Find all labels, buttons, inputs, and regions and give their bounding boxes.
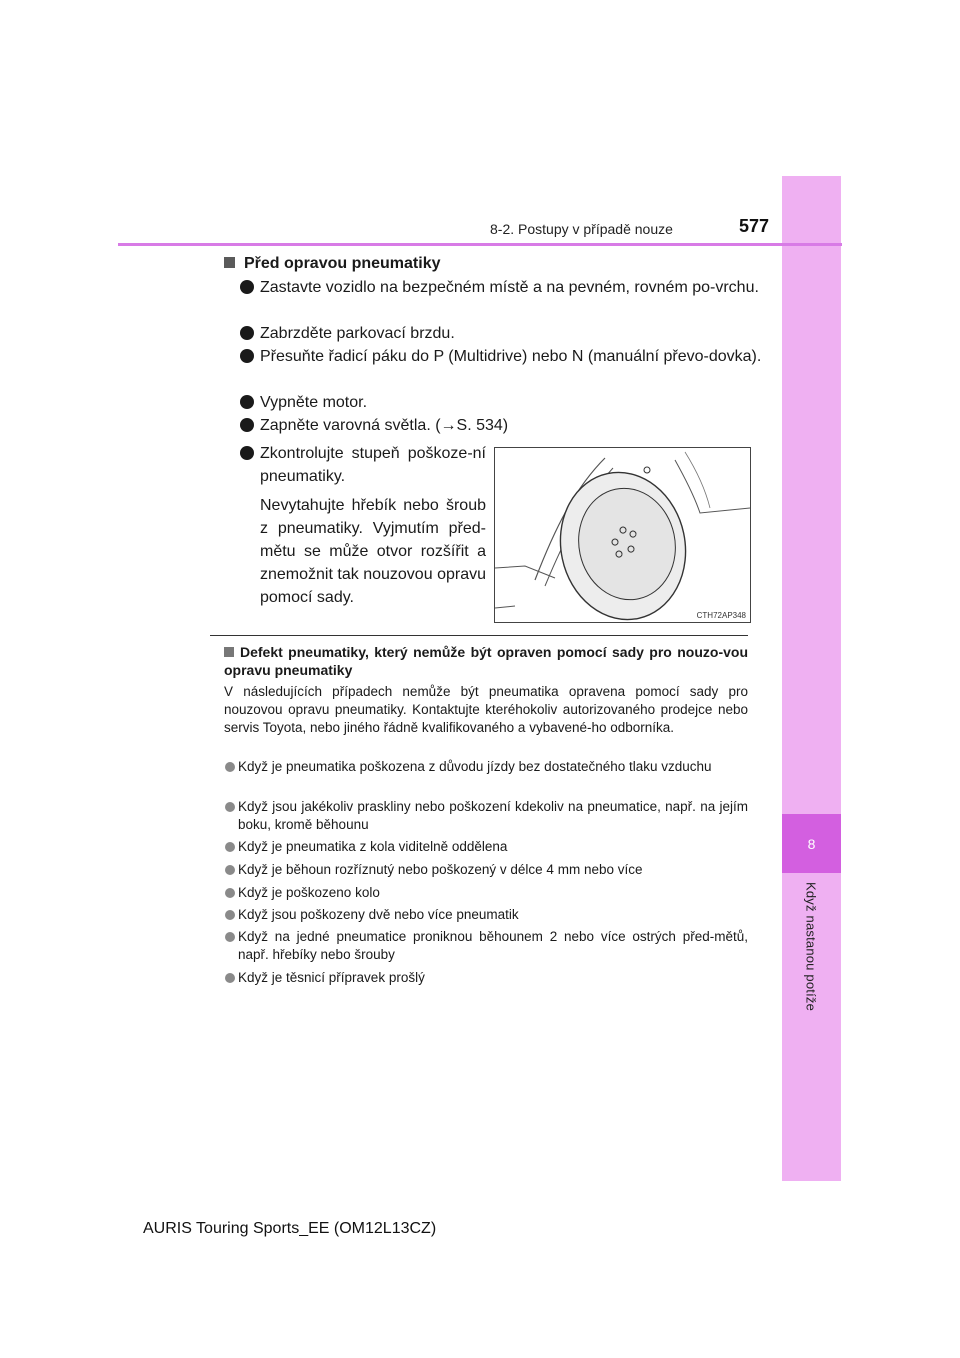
tire-illustration xyxy=(494,447,751,623)
list-item: Zabrzděte parkovací brzdu. xyxy=(240,322,768,345)
bullet-dot-icon xyxy=(225,802,235,812)
chapter-title-vertical: Když nastanou potíže xyxy=(803,882,819,1012)
list-item: Když na jedné pneumatice proniknou běhounem 2 nebo více ostrých před-mětů, např. hřebíky nebo šrouby xyxy=(224,928,748,964)
bullet-dot-icon xyxy=(240,395,254,409)
list-item: Když je běhoun rozříznutý nebo poškozený v délce 4 mm nebo více xyxy=(224,861,748,879)
list-item: Zkontrolujte stupeň poškoze-ní pneumatiky. xyxy=(240,442,486,488)
bullet-dot-icon xyxy=(225,865,235,875)
header-rule xyxy=(118,243,842,246)
list-item: Když je poškozeno kolo xyxy=(224,884,748,902)
chapter-number-badge: 8 xyxy=(782,814,841,873)
section-divider xyxy=(210,635,748,636)
bullet-dot-icon xyxy=(240,446,254,460)
bullet-dot-icon xyxy=(225,762,235,772)
bullet-dot-icon xyxy=(240,326,254,340)
bullet-dot-icon xyxy=(240,349,254,363)
list-item: Když je pneumatika poškozena z důvodu jízdy bez dostatečného tlaku vzduchu xyxy=(224,758,748,776)
page-number: 577 xyxy=(739,216,770,236)
list-item: Když jsou poškozeny dvě nebo více pneumatik xyxy=(224,906,748,924)
list-item: Přesuňte řadicí páku do P (Multidrive) nebo N (manuální převo-dovka). xyxy=(240,345,768,368)
section-header: 8-2. Postupy v případě nouze xyxy=(490,221,673,237)
list-item: Když je pneumatika z kola viditelně oddělena xyxy=(224,838,748,856)
bullet-dot-icon xyxy=(240,280,254,294)
chapter-side-tab xyxy=(782,176,841,1181)
nail-warning-paragraph: Nevytahujte hřebík nebo šroub z pneumatiky. Vyjmutím před-mětu se může otvor rozšířit a znemožnit tak nouzovou opravu pomocí sady. xyxy=(260,497,486,606)
figure-code: CTH72AP348 xyxy=(696,611,746,620)
bullet-dot-icon xyxy=(225,842,235,852)
bullet-dot-icon xyxy=(225,932,235,942)
square-bullet-icon xyxy=(224,257,235,268)
square-bullet-icon xyxy=(224,647,234,657)
list-item: Když je těsnicí přípravek prošlý xyxy=(224,969,748,987)
section-heading-before-repair: Před opravou pneumatiky xyxy=(224,255,441,273)
bullet-dot-icon xyxy=(225,910,235,920)
list-item: Zapněte varovná světla. (→S. 534) xyxy=(240,414,768,437)
model-footer: AURIS Touring Sports_EE (OM12L13CZ) xyxy=(143,1220,437,1237)
bullet-dot-icon xyxy=(240,418,254,432)
tire-wheel-drawing xyxy=(495,448,750,622)
bullet-dot-icon xyxy=(225,888,235,898)
bullet-dot-icon xyxy=(225,973,235,983)
list-item: Zastavte vozidlo na bezpečném místě a na pevném, rovném po-vrchu. xyxy=(240,276,768,299)
list-item: Vypněte motor. xyxy=(240,391,768,414)
section-heading-irreparable-defect: Defekt pneumatiky, který nemůže být opraven pomocí sady pro nouzo-vou opravu pneumatiky xyxy=(224,644,748,678)
irreparable-intro-paragraph: V následujících případech nemůže být pneumatika opravena pomocí sady pro nouzovou opravu pneumatiky. Kontaktujte kteréhokoliv autorizovaného prodejce nebo servis Toyota, nebo jiného řádně kvalifikovaného a vybavené-ho odborníka. xyxy=(224,684,748,735)
list-item: Když jsou jakékoliv praskliny nebo poškození kdekoliv na pneumatice, např. na jejím boku, kromě běhounu xyxy=(224,798,748,834)
